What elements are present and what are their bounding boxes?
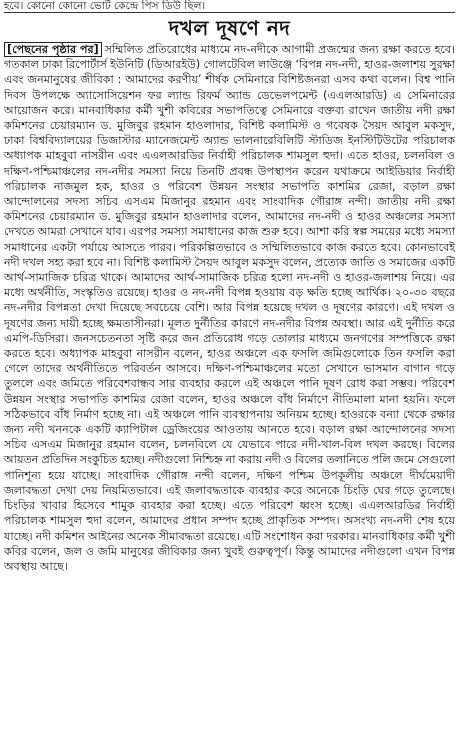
article-paragraph: সম্মিলিত প্রতিরোধের মাধ্যমে নদ-নদীকে আগামী প্রজন্মের জন্য রক্ষা করতে হবে। গতকাল ঢাকা রিপোর্টার্স ইউনিটি (ডিআরইউ) গোলটেবিল লাউঞ্জে ‘বিপন্ন নদ-নদী, হাওর-জলাশয় সুরক্ষা এবং জনমানুষের জীবিকা : আমাদের করণীয়’ শীর্ষক সেমিনারে বিশিষ্টজনরা এসব কথা বলেন। বিশ্ব পানি দিবস উপলক্ষে অ্যাসোসিয়েশন ফর ল্যান্ড রিফর্ম অ্যান্ড ডেভেলপমেন্ট (এএলআরডি) এ সেমিনারের আয়োজন করে। মানবাধিকার কর্মী খুশী কবিরের সভাপতিত্বে সেমিনারে বক্তব্য রাখেন জাতীয় নদী রক্ষা কমিশনের চেয়ারম্যান ড. মুজিবুর রহমান হাওলাদার, বিশিষ্ট কলামিস্ট ও গবেষক সৈয়দ আবুল মকসুদ, ঢাকা বিশ্ববিদ্যালয়ের ডিজাস্টার ম্যানেজমেন্ট অ্যান্ড ভালনারেবিলিটি স্টাডিজ ইনস্টিটিউটের পরিচালক অধ্যাপক মাহবুবা নাসরীন এবং এএলআরডির নির্বাহী পরিচালক শামসুল হুদা। এতে হাওর, চলনবিল ও দক্ষিণ-পশ্চিমাঞ্চলের নদ-নদীর সমস্যা নিয়ে তিনটি প্রবন্ধ উপস্থাপন করেন যথাক্রমে আইডিয়ার নির্বাহী পরিচালক নাজমুল হক, হাওর ও পরিবেশ উন্নয়ন সংস্থার সভাপতি কাশমির রেজা, বড়াল রক্ষা আন্দোলনের সদস্য সচিব এসএম মিজানুর রহমান এবং সাংবাদিক গৌরাঙ্গ নন্দী। জাতীয় নদী রক্ষা কমিশনের চেয়ারম্যান ড. মুজিবুর রহমান হাওলাদার বলেন, আমাদের নদ-নদী ও হাওর অঞ্চলের সমস্যা দেখতে আমরা সেখানে যাব। এরপর সমস্যা সমাধানের কাজ শুরু হবে। আশা করি স্বল্প সময়ের মধ্যে সমস্যা সমাধানের একটা পর্যায়ে আসতে পারব। পরিকল্পিতভাবে ও সম্মিলিতভাবে কাজ করতে হবে। কোনভাবেই নদী দখল সহ্য করা হবে না। বিশিষ্ট কলামিস্ট সৈয়দ আবুল মকসুদ বলেন, প্রত্যেক জাতি ও সমাজের একটি আর্থ-সামাজিক চরিত্র থাকে। আমাদের আর্থ-সামাজিক চরিত্র হলো নদ-নদী ও হাওর-জলাশয় নিয়ে। এর মধ্যে অর্থনীতি, সংস্কৃতিও রয়েছে। হাওর ও নদ-নদী বিপন্ন হওয়ায় বড় ক্ষতি হচ্ছে আর্থিক। ২০-৩০ বছরে নদ-নদীর বিপন্নতা দেখা দিয়েছে সবচেয়ে বেশি। আর বিপন্ন হয়েছে দখল ও দূষণের কারণে। এই দখল ও দূষণের জন্য দায়ী হচ্ছে ক্ষমতাসীনরা। মূলত দুর্নীতির কারণে নদ-নদীর বিপন্ন অবস্থা। আর এই দুর্নীতি করে এমপি-ডিসিরা। জনসচেতনতা সৃষ্টি করে জন প্রতিরোধ গড়ে তোলার মাধ্যমে জনগণের সম্পত্তিকে রক্ষা করতে হবে। অধ্যাপক মাহবুবা নাসরীন বলেন, হাওর অঞ্চলে এক ফসলি জমিগুলোকে তিন ফসলি করা গেলে তাদের অর্থনীতিতে পরিবর্তন আসবে। দক্ষিণ-পশ্চিমাঞ্চলের মতো সেখানে ভাসমান বাগান গড়ে তুললে এবং জমিতে পরিবেশবান্ধব সার ব্যবহার করলে এই অঞ্চলে পানি দূষণ রোধ করা সম্ভব। পরিবেশ উন্নয়ন সংস্থার সভাপতি কাশমির রেজা বলেন, হাওর অঞ্চলে বাঁধ নির্মাণে নীতিমালা মানা হয়নি। ফলে সঠিকভাবে বাঁধ নির্মাণ হচ্ছে না। এই অঞ্চলে পানি ব্যবস্থাপনায় অনিয়ম হচ্ছে। হাওরকে বন্যা থেকে রক্ষার জন্য নদী খননকে একটি ক্যাপিটাল ড্রেজিংয়ের আওতায় আনতে হবে। বড়াল রক্ষা আন্দোলনের সদস্য সচিব এসএম মিজানুর রহমান বলেন, চলনবিলে যে যেভাবে পারে নদী-খাল-বিল দখল করছে। বিলের আয়তন প্রতিদিন সংকুচিত হচ্ছে। নদীগুলো নিশ্চিহ্ন না করায় নদী ও বিলের তলানিতে পলি জমে সেগুলো পানিশূন্য হয়ে যাচ্ছে। সাংবাদিক গৌরাঙ্গ নন্দী বলেন, দক্ষিণ পশ্চিম উপকূলীয় অঞ্চলে দীর্ঘমেয়াদী জলাবদ্ধতা দেখা দেয় নিয়মিতভাবে। এই জলাবদ্ধতাকে ব্যবহার করে অনেকে চিংড়ি ঘের গড়ে তুলেছে। চিংড়ির খাবার হিসেবে শামুক ব্যবহার করা হচ্ছে। এতে পরিবেশ ধ্বংস হচ্ছে। এএলআরডির নির্বাহী পরিচালক শামসুল হুদা বলেন, আমাদের প্রধান সম্পদ হচ্ছে প্রাকৃতিক সম্পদ। অসংখ্য নদ-নদী শেষ হয়ে যাচ্ছে। নদী কমিশন আইনের অনেক সীমাবদ্ধতা রয়েছে। এটি সংশোধন করা দরকার। মানবাধিকার কর্মী খুশী কবির বলেন, জল ও জমি মানুষের জীবিকার জন্য খুবই গুরুত্বপূর্ণ। কিন্তু আমাদের নদীগুলো এখন বিপন্ন অবস্থায় আছে। xyxy=(4,43,455,573)
article-body xyxy=(4,42,455,574)
article-headline: দখল দূষণে নদ xyxy=(168,16,291,40)
previous-article-tail: হবে। কোনো কোনো ভোট কেন্দ্রে পিস ডিউ ছিল। xyxy=(4,0,455,13)
continued-from-tag: [পেছনের পৃষ্ঠার পর] xyxy=(4,42,102,57)
